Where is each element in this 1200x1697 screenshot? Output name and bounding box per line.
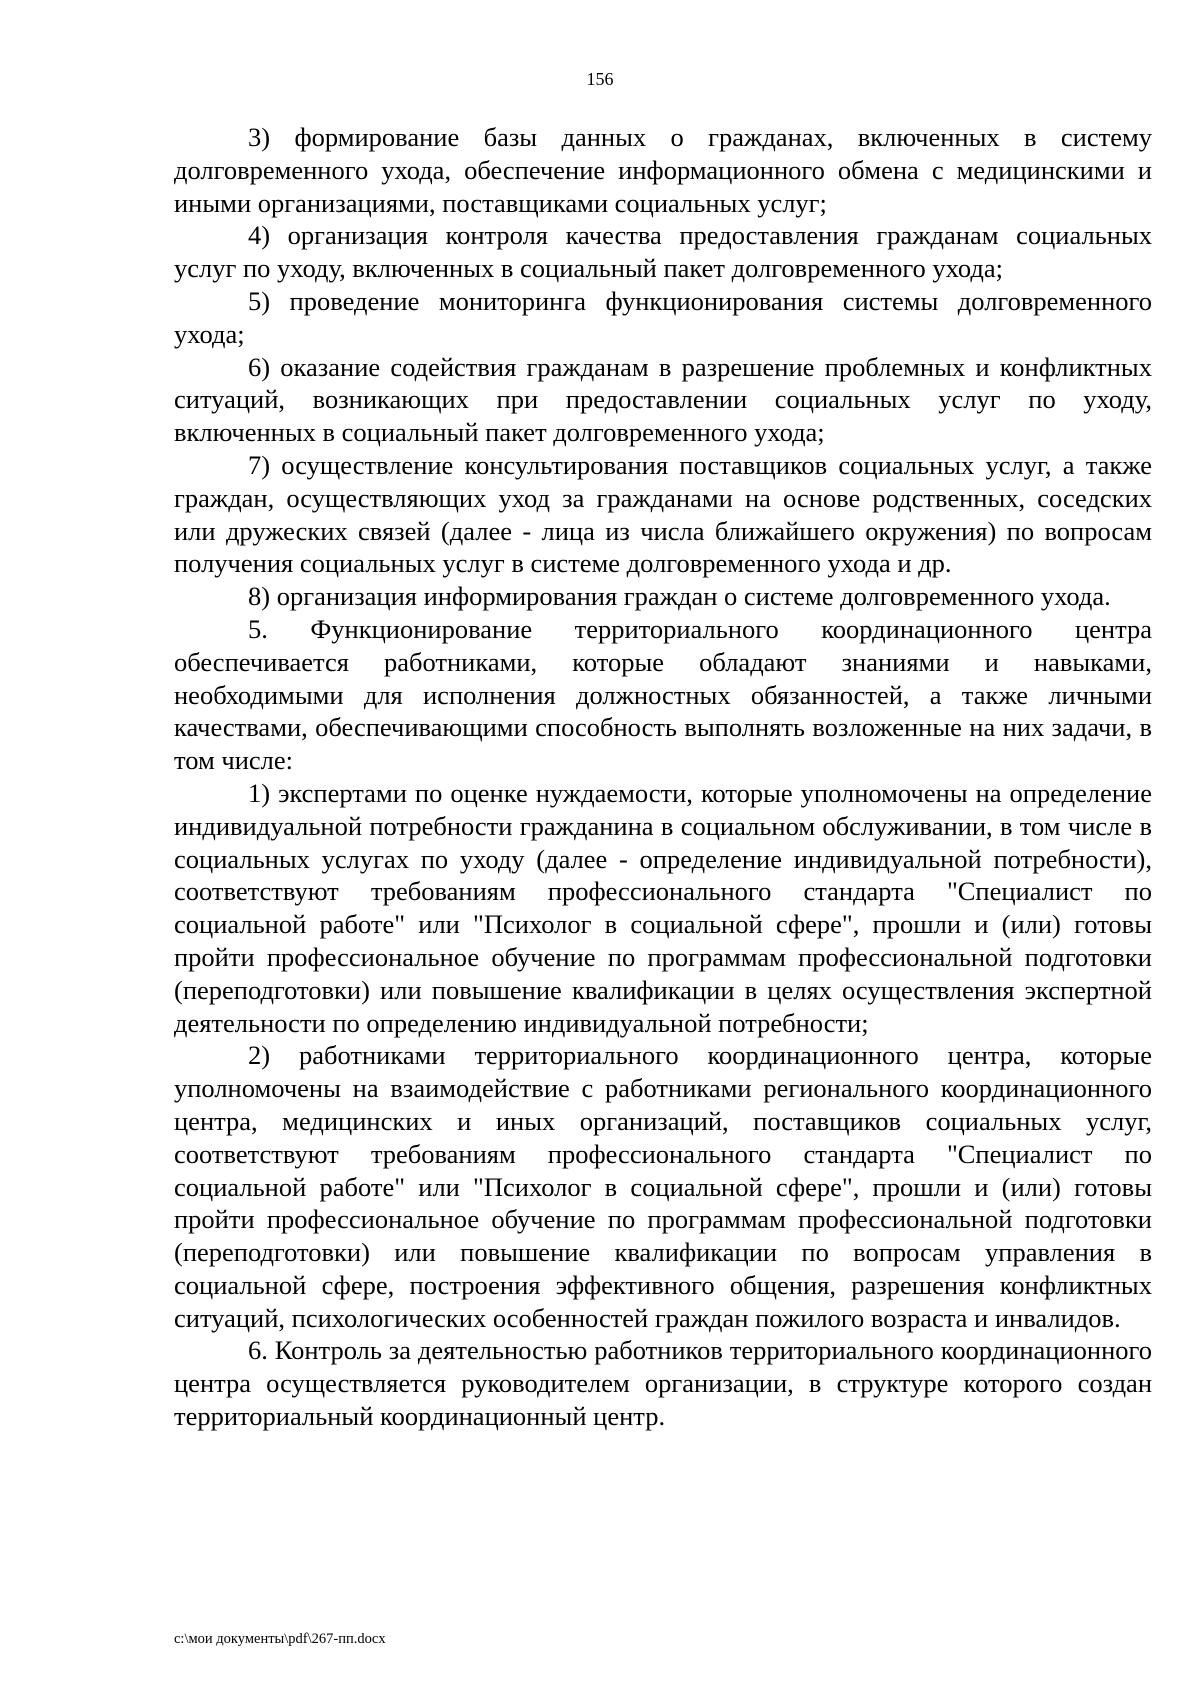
section-6-paragraph: 6. Контроль за деятельностью работников территориального координационного центра осуществляется руководителем организации, в структуре которого создан территориальный координационный центр. <box>174 1335 1152 1432</box>
document-body <box>174 121 1152 1433</box>
paragraph-item-8: 8) организация информирования граждан о системе долговременного ухода. <box>248 581 1111 612</box>
page-number: 156 <box>586 69 614 89</box>
section-5-paragraph: 5. Функционирование территориального координационного центра обеспечивается работниками, которые обладают знаниями и навыками, необходимыми для исполнения должностных обязанностей, а также личными качествами, обеспечивающими способность выполнять возложенные на них задачи, в том числе: <box>174 613 1152 776</box>
section-5-item-2: 2) работниками территориального координационного центра, которые уполномочены на взаимодействие с работниками регионального координационного центра, медицинских и иных организаций, поставщиков социальных услуг, соответствуют требованиям профессионального стандарта "Специалист по социальной работе" или "Психолог в социальной сфере", прошли и (или) готовы пройти профессиональное обучение по программам профессиональной подготовки (переподготовки) или повышение квалификации по вопросам управления в социальной сфере, построения эффективного общения, разрешения конфликтных ситуаций, психологических особенностей граждан пожилого возраста и инвалидов. <box>174 1040 1152 1333</box>
paragraph-item-6: 6) оказание содействия гражданам в разрешение проблемных и конфликтных ситуаций, возникающих при предоставлении социальных услуг по уходу, включенных в социальный пакет долговременного ухода; <box>174 351 1152 448</box>
paragraph-item-4: 4) организация контроля качества предоставления гражданам социальных услуг по уходу, включенных в социальный пакет долговременного ухода; <box>174 220 1152 284</box>
paragraph-item-7: 7) осуществление консультирования поставщиков социальных услуг, а также граждан, осуществляющих уход за гражданами на основе родственных, соседских или дружеских связей (далее - лица из числа ближайшего окружения) по вопросам получения социальных услуг в системе долговременного ухода и др. <box>174 449 1152 579</box>
paragraph-item-3: 3) формирование базы данных о гражданах, включенных в систему долговременного ухода, обеспечение информационного обмена с медицинскими и иными организациями, поставщиками социальных услуг; <box>174 122 1152 218</box>
paragraph-item-5: 5) проведение мониторинга функционирования системы долговременного ухода; <box>174 285 1152 349</box>
section-5-item-1: 1) экспертами по оценке нуждаемости, которые уполномочены на определение индивидуальной потребности гражданина в социальном обслуживании, в том числе в социальных услугах по уходу (далее - определение индивидуальной потребности), соответствуют требованиям профессионального стандарта "Специалист по социальной работе" или "Психолог в социальной сфере", прошли и (или) готовы пройти профессиональное обучение по программам профессиональной подготовки (переподготовки) или повышение квалификации в целях осуществления экспертной деятельности по определению индивидуальной потребности; <box>174 777 1152 1038</box>
footer-file-path: c:\мои документы\pdf\267-пп.docx <box>174 1631 386 1647</box>
